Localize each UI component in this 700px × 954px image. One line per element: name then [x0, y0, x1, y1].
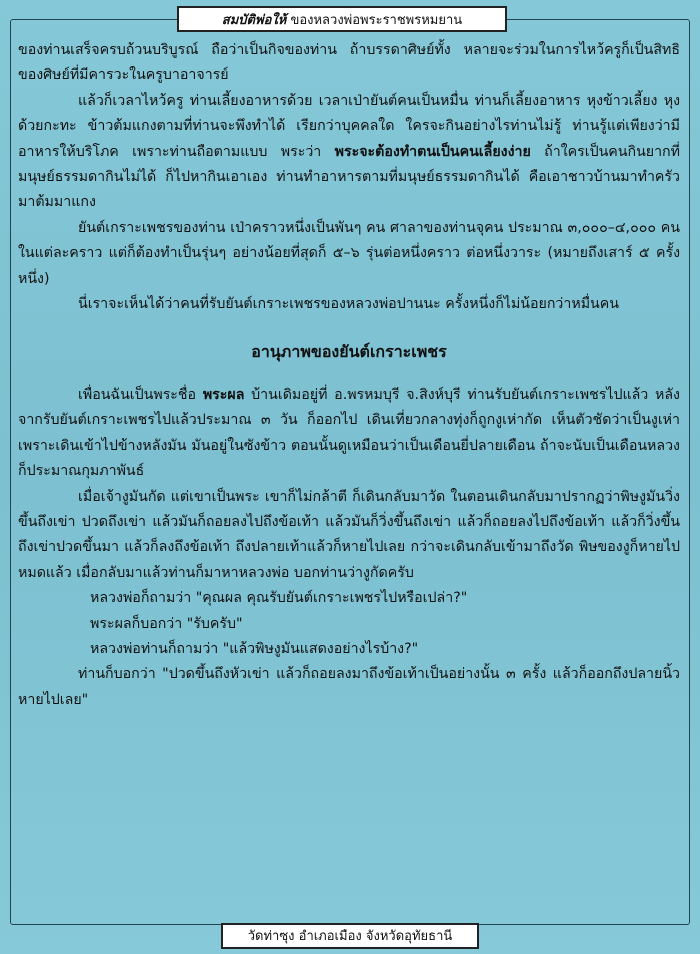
running-header — [177, 6, 507, 32]
page-content — [18, 38, 680, 713]
dialogue-line-3: หลวงพ่อท่านก็ถามว่า "แล้วพิษงูมันแสดงอย่างไรบ้าง?" — [90, 640, 419, 657]
dialogue-line-1: หลวงพ่อก็ถามว่า "คุณผล คุณรับยันต์เกราะเพชรไปหรือเปล่า?" — [90, 590, 468, 607]
section-heading: อานุภาพของยันต์เกราะเพชร — [251, 342, 447, 362]
paragraph-4: นี่เราจะเห็นได้ว่าคนที่รับยันต์เกราะเพชรของหลวงพ่อปานนะ ครั้งหนึ่งก็ไม่น้อยกว่าหมื่นคน — [78, 296, 619, 313]
paragraph-3: ยันต์เกราะเพชรของท่าน เป่าคราวหนึ่งเป็นพันๆ คน ศาลาของท่านจุคน ประมาณ ๓,๐๐๐–๔,๐๐๐ คน ในแต่ละคราว แต่ก็ต้องทำเป็นรุ่นๆ อย่างน้อยที่สุดก็ ๕–๖ รุ่นต่อหนึ่งคราว ต่อหนึ่งวาระ (หมายถึงเสาร์ ๕ ครั้งหนึ่ง) — [18, 219, 680, 287]
paragraph-1: ของท่านเสร็จครบถ้วนบริบูรณ์ ถือว่าเป็นกิจของท่าน ถ้าบรรดาศิษย์ทั้ง หลายจะร่วมในการไหว้ครูก็เป็นสิทธิของศิษย์ที่มีคารวะในครูบาอาจารย์ — [18, 42, 680, 84]
dialogue-line-2: พระผลก็บอกว่า "รับครับ" — [90, 615, 243, 632]
paragraph-2 — [18, 89, 680, 216]
paragraph-6: เมื่อเจ้างูมันกัด แต่เขาเป็นพระ เขาก็ไม่กล้าตี ก็เดินกลับมาวัด ในตอนเดินกลับมาปรากฏว่าพิษงูมันวิ่งขึ้นถึงเข่า ปวดถึงเข่า แล้วมันก็ถอยลงไปถึงข้อเท้า แล้วมันก็วิ่งขึ้นถึงเข่า แล้วก็ถอยลงไปถึงข้อเท้า แล้วก็วิ่งขึ้นถึงเข่าปวดขึ้นมา แล้วก็ลงถึงข้อเท้า ถึงปลายเท้าแล้วก็หายไปเลย กว่าจะเดินกลับเข้ามาถึงวัด พิษของงูก็หายไปหมดแล้ว เมื่อกลับมาแล้วท่านก็มาหาหลวงพ่อ บอกท่านว่างูกัดครับ — [18, 488, 680, 581]
header-title-italic: สมบัติพ่อให้ — [221, 13, 287, 28]
paragraph-2-bold: พระจะต้องทำตนเป็นคนเลี้ยงง่าย — [334, 143, 531, 160]
paragraph-2-text-b: ถ้าใครเป็นคนกินยากที่มนุษย์ธรรมดากินไม่ได้ ก็ไปหากินเอาเอง ท่านทำอาหารตามที่มนุษย์ธรรมดากินได้ คือเอาชาวบ้านมาทำครัว มาต้มมาแกง — [18, 143, 680, 211]
paragraph-5-text-b: บ้านเดิมอยู่ที่ อ.พรหมบุรี จ.สิงห์บุรี ท่านรับยันต์เกราะเพชรไปแล้ว หลังจากรับยันต์เกราะเพชรไปแล้วประมาณ ๓ วัน ก็ออกไป เดินเที่ยวกลางทุ่งก็ถูกงูเห่ากัด เห็นตัวชัดว่าเป็นงูเห่า เพราะเดินเข้าไปข้างหลังมัน มันอยู่ในซังข้าว ตอนนั้นดูเหมือนว่าเป็นเดือนยี่ปลายเดือน ถ้าจะนับเป็นเดือนหลวง ก็ประมาณกุมภาพันธ์ — [18, 386, 680, 480]
paragraph-2-text-a: แล้วก็เวลาไหว้ครู ท่านเลี้ยงอาหารด้วย เวลาเป่ายันต์คนเป็นหมื่น ท่านก็เลี้ยงอาหาร หุงข้าวเลี้ยง หุงด้วยกะทะ ข้าวต้มแกงตามที่ท่านจะพึงทำได้ เรียกว่าบุคคลใด ใครจะกินอย่างไรท่านไม่รู้ ท่านรู้แต่เพียงว่ามีอาหารให้บริโภค เพราะท่านถือตามแบบ พระว่า — [18, 92, 680, 160]
paragraph-5-text-a: เพื่อนฉันเป็นพระชื่อ — [78, 386, 197, 403]
paragraph-5 — [18, 383, 680, 485]
footer-label: วัดท่าซุง อำเภอเมือง จังหวัดอุทัยธานี — [221, 923, 479, 949]
paragraph-5-bold: พระผล — [202, 386, 245, 403]
dialogue-line-4: ท่านก็บอกว่า "ปวดขึ้นถึงหัวเข่า แล้วก็ถอยลงมาถึงข้อเท้าเป็นอย่างนั้น ๓ ครั้ง แล้วก็ออกถึงปลายนิ้ว หายไปเลย" — [18, 666, 680, 708]
header-title-rest: ของหลวงพ่อพระราชพรหมยาน — [290, 13, 463, 28]
